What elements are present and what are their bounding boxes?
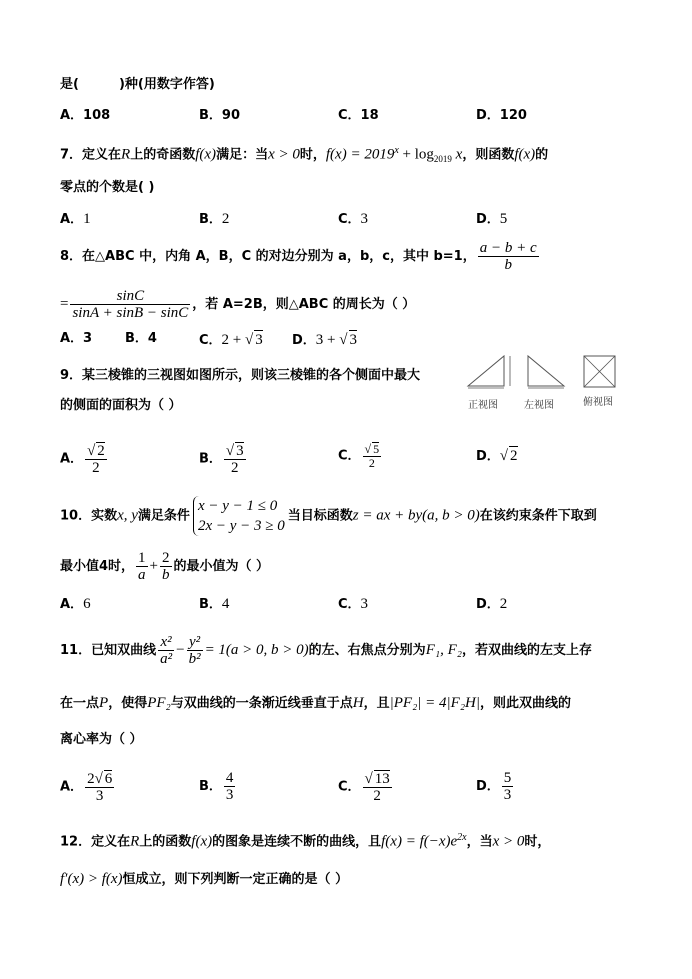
q7-mid2: 满足：当 xyxy=(216,147,269,163)
side-view-caption: 左视图 xyxy=(524,400,554,411)
q8-eq: = xyxy=(60,296,69,312)
q12-line1: 12．定义在R上的函数f(x)的图象是连续不断的曲线，且$f(x) = f(-x)e^{2x}$，当x > 0时， xyxy=(60,832,551,850)
q8-fraction-2: $\frac{\sin C}{\sin A + \sin B - \sin C}$ xyxy=(72,288,189,321)
q7-sub: 2019 xyxy=(433,153,452,164)
q7-prefix: 7．定义在 xyxy=(60,147,122,163)
q8-prefix: 8．在△ABC 中，内角 A，B，C 的对边分别为 a，b，c，其中 b=1， xyxy=(60,249,476,264)
q7-option-a: A．1 xyxy=(60,211,91,227)
q10-line1: 10．实数x, y满足条件 x − y − 1 ≤ 0 2x − y − 3 ≥ 0 当目标函数z = ax + by(a, b > 0)在该约束条件下取到 xyxy=(60,498,597,534)
q8-line2 xyxy=(60,288,415,321)
q9-line2: 的侧面的面积为（ ） xyxy=(60,398,182,413)
q7-option-c: C．3 xyxy=(338,211,369,227)
q7-line2: 零点的个数是( ) xyxy=(60,180,155,195)
q7-end: 的 xyxy=(535,147,549,163)
q11-line1: 11．已知双曲线 $\frac{\text{x²}}{\text{a²}}$ − $\frac{\text{y²}}{\text{b²}}$ = 1(a > 0, b > 0)的左、右焦点分别为F₁, F₂，若双曲线的左支上存 xyxy=(60,634,592,667)
q8-option-d: D．3 + √ 3 xyxy=(292,332,357,348)
q11-line2: 在一点P，使得PF₂与双曲线的一条渐近线垂直于点H，且|PF₂| = 4|F₂H|，则此双曲线的 xyxy=(60,695,572,711)
q7-mid3: 时， xyxy=(299,147,326,163)
q8-mid: ，若 A=2B，则△ABC 的周长为（ ） xyxy=(192,297,416,312)
q10-option-b: B．4 xyxy=(199,596,230,612)
front-view-caption: 正视图 xyxy=(468,400,498,411)
q8-option-a: A．3 xyxy=(60,331,93,346)
q11-option-a: A． $\frac{2√ 6}{3}$ xyxy=(60,771,113,804)
q6-option-c: C．18 xyxy=(338,108,379,123)
q11-option-b: B． $\frac{4}{3}$ xyxy=(199,770,234,803)
q9-option-a: A． $\frac{√ 2}{2}$ xyxy=(60,443,105,476)
q7-option-d: D．5 xyxy=(476,211,508,227)
q10-line2: 最小值4时， $\frac{1}{a}$ + $\frac{2}{b}$ 的最小值为（ ） xyxy=(60,550,270,583)
q8-fraction-1: $\frac{a - b + c}{b}$ xyxy=(479,240,537,273)
q7-mid1: 上的奇函数 xyxy=(130,147,196,163)
q7-sup: x xyxy=(394,145,399,156)
q6-option-b: B．90 xyxy=(199,108,240,123)
q7-fx: f(x) xyxy=(195,146,217,163)
q7-option-b: B．2 xyxy=(199,211,230,227)
q10-option-d: D．2 xyxy=(476,596,508,612)
q6-text-a: 是( xyxy=(60,77,79,92)
side-view-figure xyxy=(526,354,568,390)
q10-constraint-system: x − y − 1 ≤ 0 2x − y − 3 ≥ 0 xyxy=(193,496,285,536)
q11-option-d: D． $\frac{5}{3}$ xyxy=(476,770,512,803)
q12-line2: f′(x) > f(x)恒成立，则下列判断一定正确的是（ ） xyxy=(60,871,349,887)
q7-mid4: ，则函数 xyxy=(462,147,515,163)
q7-plus-log: + log xyxy=(398,146,434,163)
q6-option-a: A．108 xyxy=(60,108,111,123)
q7-x: x xyxy=(451,146,463,163)
q8-line1 xyxy=(60,240,541,273)
q6-tail xyxy=(60,76,215,94)
q9-option-b: B． $\frac{√ 3}{2}$ xyxy=(199,443,244,476)
q7-fx2: f(x) xyxy=(514,146,536,163)
q8-option-b: B．4 xyxy=(125,331,157,346)
top-view-caption: 俯视图 xyxy=(583,397,613,408)
q10-option-a: A．6 xyxy=(60,596,91,612)
q9-option-c: C． $\frac{√ 5}{2}$ xyxy=(338,442,380,470)
q6-text-b: )种(用数字作答) xyxy=(118,77,215,92)
q11-option-c: C． $\frac{√ 13}{2}$ xyxy=(338,771,390,804)
q8-option-c: C．2 + √ 3 xyxy=(199,332,263,348)
q7-cond: x > 0 xyxy=(268,146,300,163)
top-view-figure xyxy=(582,354,618,390)
q11-line3: 离心率为（ ） xyxy=(60,732,143,747)
front-view-figure xyxy=(466,354,518,390)
q7-r: R xyxy=(121,146,131,163)
q10-option-c: C．3 xyxy=(338,596,369,612)
q9-line1: 9．某三棱锥的三视图如图所示，则该三棱锥的各个侧面中最大 xyxy=(60,368,421,383)
q9-option-d: D．√ 2 xyxy=(476,448,518,464)
q7-line1 xyxy=(60,142,548,168)
q7-formula: f(x) = 2019 xyxy=(325,146,395,163)
q6-option-d: D．120 xyxy=(476,108,527,123)
